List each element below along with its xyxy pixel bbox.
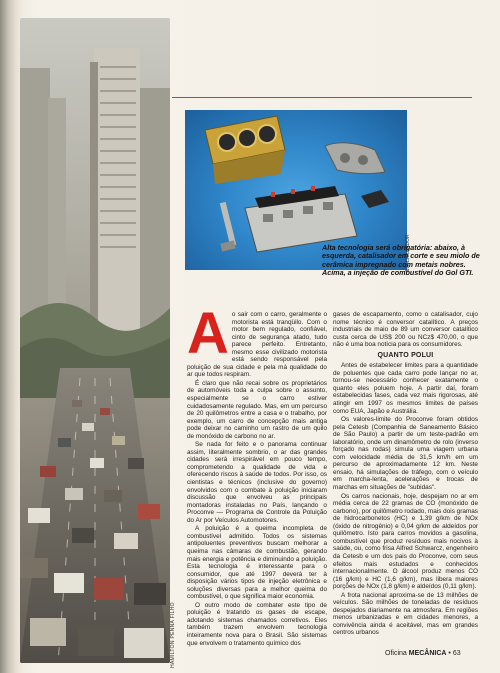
page-number: 63 [452,650,461,657]
article-paragraph: gases de escapamento, como o catalisador, cujo nome técnico é conversor catalítico. A preços industriais de maio de 89 um conversor catalítico custa cerca de US$ 200 ou NCz$ 470,00, o que não é uma boa notícia para os consumidores. [333,311,478,349]
photo-caption [322,244,482,278]
city-photo-credit: HAMILTON PENNA FILHO [170,602,176,668]
top-rule [172,97,472,98]
article-column-1 [187,301,327,651]
page-footer [385,650,495,660]
article-paragraph: A poluição é a queima incompleta de combustível admitido. Todos os sistemas antipoluentes preventivos buscam melhorar a queima nas câmaras de combustão, gerando mais energia e potência e diminuindo a poluição. Esta tecnologia é interessante para o consumidor, que até 1997 deverá ter à disposição vários tipos de injeção eletrônica e soluções diversas para a melhor queima do combustível, o que significa maior economia. [187,525,327,601]
article-paragraph: A frota nacional aproxima-se de 13 milhões de veículos. São milhões de toneladas de resíduos despejados diariamente na atmosfera. Em regiões menos urbanizadas e em cidades menores, a convivência ainda é aceitável, mas em grandes centros urbanos [333,591,478,637]
footer-separator: • [446,650,453,657]
section-subhead: QUANTO POLUI [377,351,434,359]
article-paragraph: Os carros nacionais, hoje, despejam no ar em média cerca de 22 gramas de CO (monóxido de carbono), por quilômetro rodado, mais dois gramas de hidrocarbonetos (HC) e 1,39 g/km de NOx (óxido de nitrogênio) e 0,04 g/km de aldeídos por quilômetro. Isto para carros movidos a gasolina, combustível que produz resíduos mais nocivos à saúde, ou, como frisa Alfred Schwarcz, engenheiro da Cetesb e um dos pais do Proconve, com seus efeitos mais estudados e conhecidos internacionalmente. O álcool produz menos CO (16 g/km) e HC (1,6 g/km), mas libera maiores porções de NOx (1,8 g/km) e aldeídos (0,11 g/km). [333,492,478,591]
page-gutter [0,0,22,673]
article-paragraph: Se nada for feito e o panorama continuar assim, literalmente sombrio, o ar das grandes cidades será irrespirável em pouco tempo, comprometendo a qualidade de vida e oferecendo riscos à saúde de todos. Por isso, os cientistas e técnicos (inclusive do governo) envolvidos com o combate à poluição iniciaram discussão que envolveu as principais montadoras instaladas no País, lançando o Proconve — Programa de Controle da Poluição do Ar por Veículos Automotores. [187,441,327,524]
article-paragraph: É claro que não recai sobre os proprietários de automóveis toda a culpa sobre o assunto, especialmente se o carro estiver cuidadosamente regulado. Mas, em um percurso de 20 quilômetros entre a casa e o trabalho, por exemplo, um carro de concepção mais antiga pode deixar no caminho um rastro de um quilo de monóxido de carbono no ar. [187,379,327,440]
article-paragraph: Os valores-limite do Proconve foram obtidos pela Cetesb (Companhia de Saneamento Básico de São Paulo) a partir de um teste-padrão em laboratório, onde um dinamômetro de rolo (inverso forçado nas rodas) simula uma viagem urbana com velocidade média de 31,5 km/h em um percurso de aproximadamente 12 km. Neste ensaio, há simulações de tráfego, com o veículo em marcha-lenta, acelerações e trocas de marchas em situações de "subidas". [333,416,478,492]
magazine-name-prefix: Oficina [385,650,409,657]
catalytic-converter-icon [205,116,285,184]
magazine-name-brand: MECÂNICA [408,650,447,657]
article-paragraph: Ao sair com o carro, geralmente o motorista está tranqüilo. Com o motor bem regulado, confiável, cinto de segurança atado, tudo parece perfeito. Entretanto, mesmo esse civilizado motorista está sendo responsável pela poluição de sua cidade e pela má qualidade do ar que todos respiram. [187,301,327,379]
city-traffic-photo [20,18,170,663]
caption-lead: Alta tecnologia será obrigatória: [322,243,433,252]
article-paragraph: O outro modo de combater este tipo de poluição é tratando os gases de escape, adotando sistemas chamados corretivos. Eles também trazem envolvem tecnologia inteiramente nova para o Brasil. São sistemas que envolvem o tratamento químico dos [187,601,327,647]
injector-icon [220,202,236,252]
article-column-2 [333,311,478,651]
caption-text: abaixo, à esquerda, catalisador em corte e seu miolo de cerâmica impregnado com metais nobres. Acima, a injeção de combustível do Gol GTI. [322,243,480,278]
engine-photo-credit: CONSULTADOR [405,234,411,272]
article-paragraph: Antes de estabelecer limites para a quantidade de poluentes que cada carro pode lançar no ar, tornou-se necessário conhecer exatamente o quanto eles poluem hoje. A partir daí, foram estabelecidas fases, cada vez mais rigorosas, até atingir em 1997 os mesmos limites de países como EUA, Japão e Austrália. [333,362,478,415]
drop-cap: A [187,301,229,366]
